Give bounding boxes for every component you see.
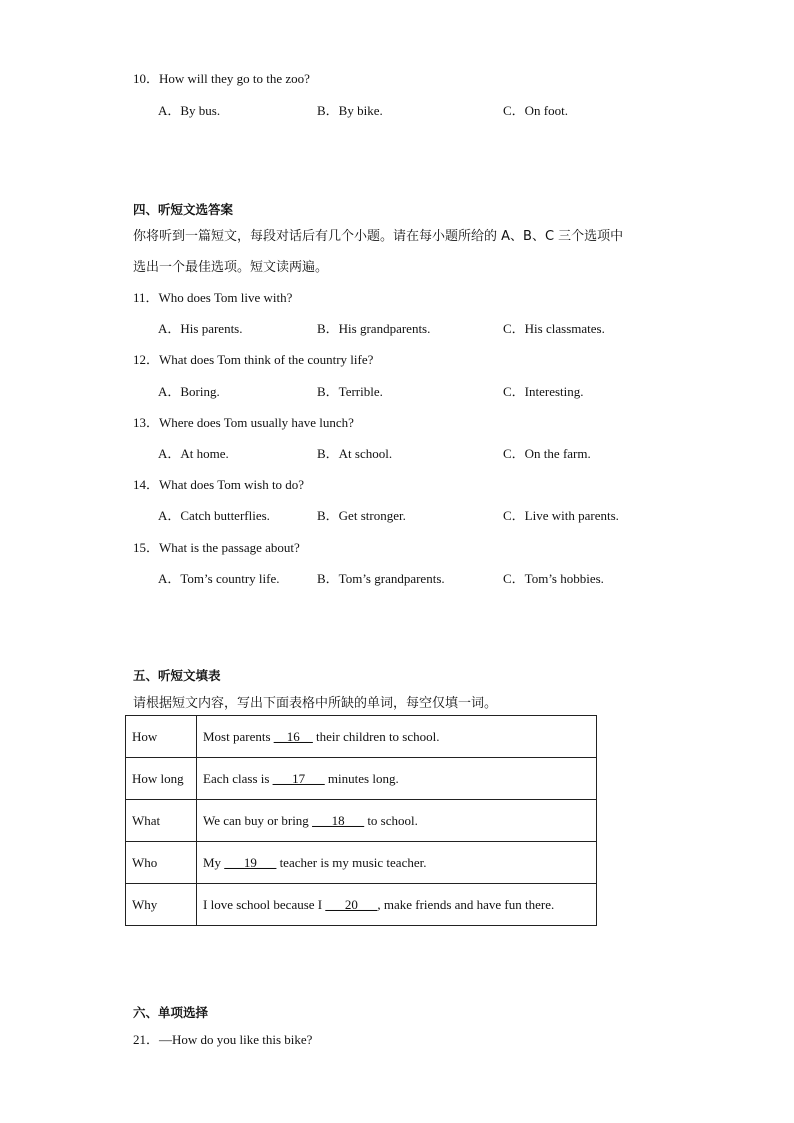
sentence-post: to school. [364,812,418,828]
question-14-option-c[interactable]: C．Live with parents. [503,508,619,523]
row-key: How [126,716,197,758]
row-sentence [197,716,597,758]
question-10-option-b[interactable]: B．By bike. [317,103,383,118]
row-sentence [197,758,597,800]
sentence-pre: I love school because I [203,896,326,912]
table-row [126,842,597,884]
question-13-stem: 13．Where does Tom usually have lunch? [133,415,354,430]
section-6-title: 六、单项选择 [133,1005,209,1020]
question-11-option-b[interactable]: B．His grandparents. [317,321,431,336]
question-10-option-c[interactable]: C．On foot. [503,103,569,118]
row-key: How long [126,758,197,800]
table-row [126,800,597,842]
question-10-stem: 10．How will they go to the zoo? [133,71,310,86]
question-11-stem: 11．Who does Tom live with? [133,290,293,305]
question-11-option-c[interactable]: C．His classmates. [503,321,605,336]
sentence-post: , make friends and have fun there. [377,896,555,912]
question-13-option-a[interactable]: A．At home. [158,446,229,461]
sentence-pre: Most parents [203,728,274,744]
question-14-option-a[interactable]: A．Catch butterflies. [158,508,270,523]
answer-blank-20[interactable]: ___20___ [325,896,378,912]
question-15-option-b[interactable]: B．Tom’s grandparents. [317,571,445,586]
sentence-post: their children to school. [312,728,440,744]
answer-blank-18[interactable]: ___18___ [312,812,365,828]
row-sentence [197,884,597,926]
question-14-option-b[interactable]: B．Get stronger. [317,508,406,523]
question-21-stem: 21．—How do you like this bike? [133,1032,313,1047]
table-row [126,758,597,800]
section-4-title: 四、听短文选答案 [133,202,234,217]
question-14-stem: 14．What does Tom wish to do? [133,477,305,492]
answer-blank-17[interactable]: ___17___ [272,770,325,786]
section-5-instruction: 请根据短文内容，写出下面表格中所缺的单词，每空仅填一词。 [133,696,498,711]
row-sentence [197,842,597,884]
question-13-option-c[interactable]: C．On the farm. [503,446,591,461]
row-key: Who [126,842,197,884]
question-12-option-b[interactable]: B．Terrible. [317,384,383,399]
sentence-post: minutes long. [324,770,399,786]
question-13-option-b[interactable]: B．At school. [317,446,393,461]
table-row [126,716,597,758]
question-15-option-c[interactable]: C．Tom’s hobbies. [503,571,604,586]
answer-blank-16[interactable]: __16__ [273,728,313,744]
sentence-post: teacher is my music teacher. [276,854,427,870]
question-10-option-a[interactable]: A．By bus. [158,103,221,118]
section-4-instruction-line2: 选出一个最佳选项。短文读两遍。 [133,260,329,275]
question-15-stem: 15．What is the passage about? [133,540,300,555]
sentence-pre: My [203,854,225,870]
question-12-option-c[interactable]: C．Interesting. [503,384,584,399]
table-row [126,884,597,926]
question-15-option-a[interactable]: A．Tom’s country life. [158,571,280,586]
row-sentence [197,800,597,842]
sentence-pre: We can buy or bring [203,812,313,828]
fill-in-table [125,715,597,926]
sentence-pre: Each class is [203,770,273,786]
question-11-option-a[interactable]: A．His parents. [158,321,243,336]
row-key: What [126,800,197,842]
question-12-option-a[interactable]: A．Boring. [158,384,220,399]
section-5-title: 五、听短文填表 [133,668,221,683]
section-4-instruction-line1: 你将听到一篇短文，每段对话后有几个小题。请在每小题所给的 A、B、C 三个选项中 [133,229,624,244]
answer-blank-19[interactable]: ___19___ [224,854,277,870]
question-12-stem: 12．What does Tom think of the country life? [133,352,374,367]
row-key: Why [126,884,197,926]
